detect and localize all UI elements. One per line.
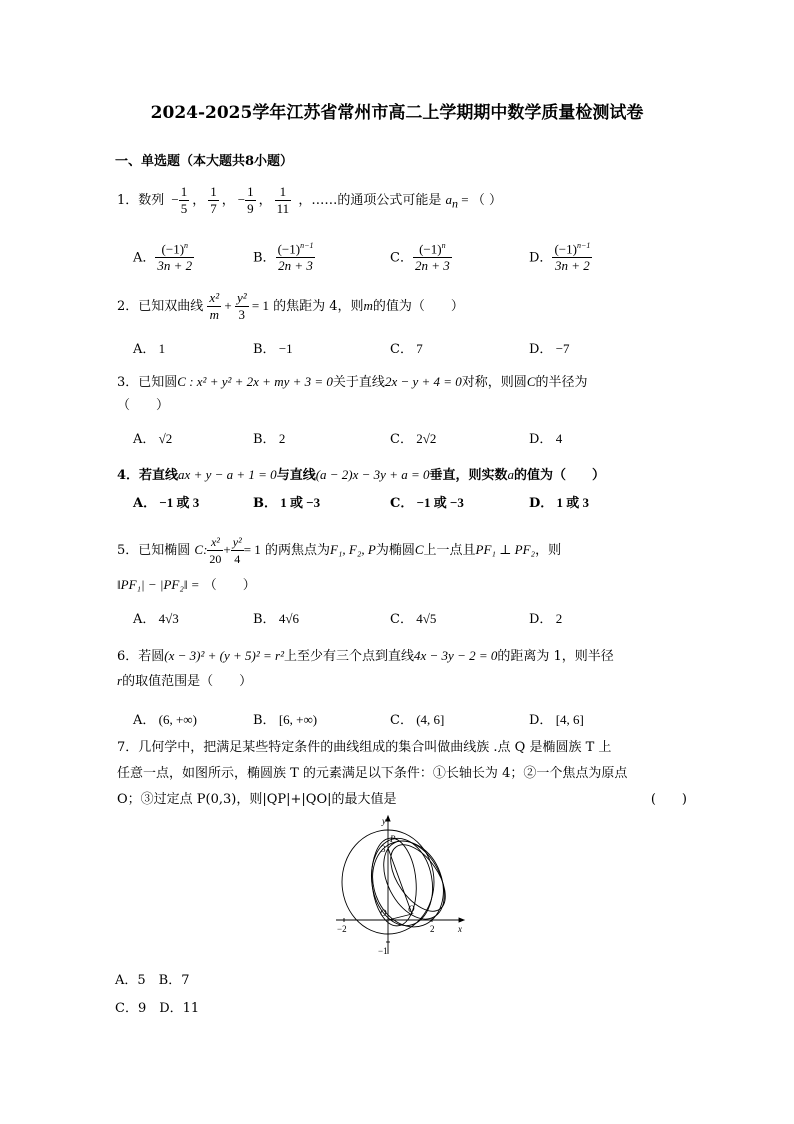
q2-frac-y: $\frac{\text{y²}}{3}$ [236, 290, 247, 322]
label-three: 3 [381, 844, 386, 854]
q4-option-b: B． 1 或 −3 [253, 495, 321, 511]
q2-prefix: 2．已知双曲线 [117, 299, 204, 314]
q1-paren: （ ） [471, 193, 502, 208]
q6-option-d: D． [4, 6] [529, 712, 584, 728]
q6-option-a: A． (6, +∞) [133, 712, 197, 728]
q2-option-a: A． 1 [133, 341, 166, 357]
q1-number: 1．数列 [117, 193, 165, 208]
q5-option-b: B． 4√6 [253, 611, 299, 627]
question-3: 3．已知圆C : x² + y² + 2x + my + 3 = 0关于直线2x − y + 4 = 0对称，则圆C的半径为 [117, 374, 588, 390]
q6-option-b: B． [6, +∞) [253, 712, 318, 728]
ellipse-5 [368, 836, 420, 928]
label-o: O [380, 908, 387, 918]
q1-option-a: A． $\frac{(-1)^n}{3n + 2}$ [133, 238, 194, 274]
q1-option-b: B． $\frac{(-1)^{n-1}}{2n + 3}$ [253, 238, 315, 274]
q2-option-d: D． −7 [529, 341, 570, 357]
q4-option-a: A． −1 或 3 [133, 495, 200, 511]
q5-option-a: A． 4√3 [133, 611, 179, 627]
q2-suffix: 的焦距为 4，则 [273, 299, 364, 314]
q3-line: 2x − y + 4 = 0 [384, 374, 462, 389]
question-5: 5．已知椭圆 C: $\frac{\text{x²}}{20}$ + $\frac{\text{y²}}{4}$ = 1 的两焦点为F₁, F₂, P为椭圆C上一点且PF₁ ⊥ PF₂，则 [117, 535, 562, 566]
label-q: Q [408, 904, 415, 914]
label-x: x [458, 924, 462, 934]
q7-options-row2: C．9 D．11 [115, 1001, 200, 1016]
q1-option-c: C． $\frac{(-1)^n}{2n + 3}$ [390, 238, 452, 274]
q2-frac-x: $\frac{\text{x²}}{m}$ [209, 290, 220, 322]
q7-options-row1: A．5 B．7 [115, 973, 190, 988]
page-title: 2024-2025学年江苏省常州市高二上学期期中数学质量检测试卷 [150, 103, 644, 123]
q3-option-c: C． 2√2 [390, 431, 437, 447]
q5-line2: ‖PF₁| − |PF₂‖ = （ ） [117, 577, 256, 593]
q1-an: $a_n$ [445, 192, 458, 211]
q4-option-c: C． −1 或 −3 [390, 495, 464, 511]
q1-term: $\frac{1}{11}$ [276, 184, 290, 216]
label-p: P [390, 834, 396, 844]
q3-option-a: A． √2 [133, 431, 173, 447]
q1-option-d: D． $\frac{(-1)^{n-1}}{3n + 2}$ [529, 238, 592, 274]
question-2: 2．已知双曲线 $\frac{\text{x²}}{m}$ + $\frac{\text{y²}}{3}$ = 1 的焦距为 4，则m的值为（ ） [117, 290, 464, 322]
label-y: y [382, 816, 386, 826]
section-heading: 一、单选题（本大题共8小题） [115, 154, 294, 169]
q3-option-d: D． 4 [529, 431, 563, 447]
question-6: 6．若圆(x − 3)² + (y + 5)² = r²上至少有三个点到直线4x − 3y − 2 = 0的距离为 1，则半径 [117, 648, 614, 664]
label-neg1: −1 [378, 946, 388, 956]
ellipse-family-figure [330, 812, 470, 962]
x-axis-arrow [459, 918, 464, 922]
q5-option-c: C． 4√5 [390, 611, 437, 627]
q5-frac-x: $\frac{\text{x²}}{20}$ [209, 535, 222, 566]
q1-term: − $\frac{1}{5}$ [171, 184, 188, 216]
q6-option-c: C． (4, 6] [390, 712, 445, 728]
q3-option-b: B． 2 [253, 431, 286, 447]
label-neg2: −2 [337, 924, 347, 934]
q1-sequence: − $\frac{1}{5}$ ， $\frac{1}{7}$ ， − $\frac{1}{9}$ ， $\frac{1}{11}$ [171, 184, 290, 216]
label-two: 2 [430, 924, 435, 934]
q3-circle: C : x² + y² + 2x + my + 3 = 0 [177, 374, 333, 389]
question-1: 1．数列 − $\frac{1}{5}$ ， $\frac{1}{7}$ ， − $\frac{1}{9}$ ， $\frac{1}{11}$ ，……的通项公式可能是 $a_n$ = （ ） [117, 184, 502, 216]
q3-paren: （ ） [117, 398, 170, 413]
q7-line3: O；③过定点 P(0,3)，则|QP|+|QO|的最大值是 ( ) [117, 792, 687, 807]
ellipse-3 [365, 833, 439, 930]
q1-term: $\frac{1}{7}$ [210, 184, 217, 216]
q5-option-d: D． 2 [529, 611, 563, 627]
q5-frac-y: $\frac{\text{y²}}{4}$ [232, 535, 242, 566]
question-7 [117, 735, 687, 813]
q1-term: − $\frac{1}{9}$ [237, 184, 254, 216]
q7-line1: 7．几何学中，把满足某些特定条件的曲线组成的集合叫做曲线族 .点 Q 是椭圆族 T 上 [117, 740, 612, 755]
q6-line2: r的取值范围是（ ） [117, 673, 253, 689]
q4-option-d: D． 1 或 3 [529, 495, 590, 511]
question-4: 4．若直线ax + y − a + 1 = 0与直线(a − 2)x − 3y + a = 0垂直，则实数a的值为（ ） [117, 467, 606, 483]
q2-option-b: B． −1 [253, 341, 293, 357]
ellipse-2 [361, 831, 455, 937]
q7-line2: 任意一点，如图所示，椭圆族 T 的元素满足以下条件：①长轴长为 4；②一个焦点为原点 [117, 766, 628, 781]
y-axis-arrow [386, 816, 390, 821]
q2-option-c: C． 7 [390, 341, 423, 357]
q1-tail: ，……的通项公式可能是 [298, 193, 442, 208]
